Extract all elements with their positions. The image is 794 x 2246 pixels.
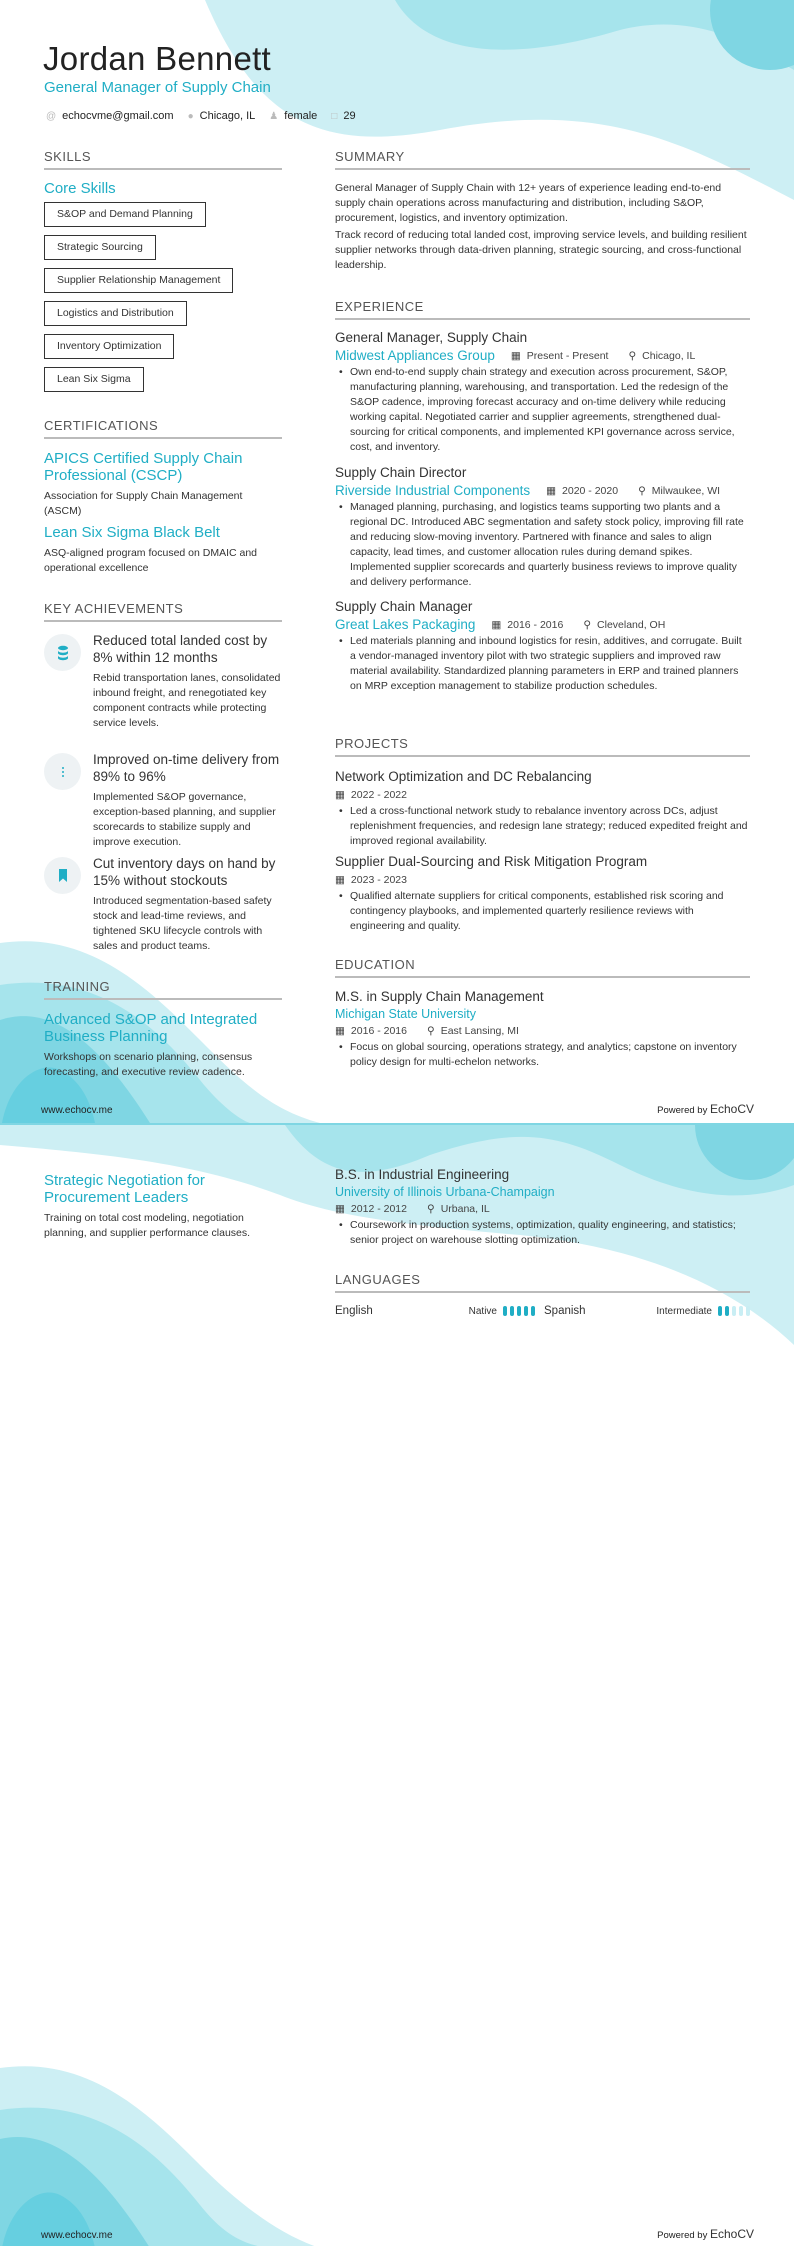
skill-tag: Supplier Relationship Management [44,268,233,293]
training-title: Advanced S&OP and Integrated Business Planning [44,1011,258,1045]
certification-title: Lean Six Sigma Black Belt [44,524,220,541]
candidate-title: General Manager of Supply Chain [44,79,271,96]
proficiency-segment [732,1306,736,1316]
skill-tag: Logistics and Distribution [44,301,187,326]
contact-row [46,110,356,122]
training-heading: TRAINING [44,979,282,1000]
footer-powered [657,2227,754,2241]
calendar-icon: ▦ [546,485,557,497]
user-icon: ♟ [269,110,279,122]
skill-tag: S&OP and Demand Planning [44,202,206,227]
school: University of Illinois Urbana-Champaign [335,1185,555,1199]
contact-gender: female [284,110,318,122]
resume-page-2 [0,1123,794,2246]
location-pin-icon: ⚲ [628,350,637,362]
education-dates: 2016 - 2016 [350,1025,407,1037]
footer-powered [657,1102,754,1116]
languages-row [335,1305,750,1317]
job-bullet: • Led materials planning and inbound logistics for resin, additives, and corrugate. Built a vendor-managed inventory pilot with two strategic suppliers and improved raw material availability. Standardized planning parameters in ERP and trained planners on MRP exception management to stabilize production schedules. [339,634,750,694]
proficiency-segment [510,1306,514,1316]
project-title: Network Optimization and DC Rebalancing [335,769,592,784]
languages-heading: LANGUAGES [335,1272,750,1293]
education-location: East Lansing, MI [440,1025,519,1037]
project-title: Supplier Dual-Sourcing and Risk Mitigation Program [335,854,648,869]
calendar-icon: ▦ [335,789,345,801]
bookmark-icon [44,857,81,894]
education-bullet: • Coursework in production systems, optimization, quality engineering, and statistics; senior project on warehouse slotting optimization. [339,1218,750,1248]
proficiency-segment [725,1306,729,1316]
job-bullet: • Managed planning, purchasing, and logistics teams supporting two plants and a regional DC. Introduced ABC segmentation and safety stock policy, improving fill rate and reducing slow-moving inventory. Partnered with finance and sales to align capacity, lead times, and customer allocation rules during demand spikes. Implemented supplier scorecards and quarterly business reviews to improve quality and delivery performance. [339,500,750,590]
job-company: Riverside Industrial Components [335,483,531,498]
brand-logo: EchoCV [709,1102,754,1116]
skills-heading: SKILLS [44,149,282,170]
degree: B.S. in Industrial Engineering [335,1167,510,1182]
skill-tag: Strategic Sourcing [44,235,156,260]
education-heading: EDUCATION [335,957,750,978]
education-dates: 2012 - 2012 [350,1203,407,1215]
contact-email[interactable]: echocvme@gmail.com [62,110,174,122]
project-item [335,853,750,934]
location-pin-icon: ⚲ [426,1025,435,1037]
job-company: Great Lakes Packaging [335,617,476,632]
language-name: Spanish [544,1305,586,1317]
skill-tag: Inventory Optimization [44,334,174,359]
language-item [335,1305,535,1317]
job-location: Chicago, IL [642,350,696,362]
dots-vertical-icon [44,753,81,790]
wave-background [0,1125,794,2246]
project-dates: 2023 - 2023 [350,874,407,886]
location-pin-icon: ● [187,110,194,122]
calendar-icon: ▦ [335,874,345,886]
school: Michigan State University [335,1007,477,1021]
proficiency-segment [746,1306,750,1316]
certifications-heading: CERTIFICATIONS [44,418,282,439]
job-dates: Present - Present [526,350,609,362]
achievement-desc: Rebid transportation lanes, consolidated inbound freight, and renegotiated key component contracts while protecting service levels. [93,672,281,729]
education-location: Urbana, IL [440,1203,490,1215]
certification-desc: Association for Supply Chain Management (ASCM) [44,490,243,517]
achievement-title: Reduced total landed cost by 8% within 12 months [93,633,268,665]
job-company: Midwest Appliances Group [335,348,495,363]
location-pin-icon: ⚲ [583,619,592,631]
certification-title: APICS Certified Supply Chain Professional (CSCP) [44,450,243,484]
calendar-icon: ▦ [335,1203,345,1215]
job-location: Milwaukee, WI [651,485,721,497]
summary-paragraph: Track record of reducing total landed cost, improving service levels, and building resilient supplier networks through data-driven planning, strategic sourcing, and cross-functional leadership. [335,229,747,271]
achievement-title: Cut inventory days on hand by 15% without stockouts [93,856,276,888]
project-bullet: • Qualified alternate suppliers for critical components, established risk scoring and contingency playbooks, and implemented quarterly resilience reviews with engineering and quality. [339,889,750,934]
education-bullet: • Focus on global sourcing, operations strategy, and analytics; capstone on inventory policy design for multi-echelon networks. [339,1040,750,1070]
job-dates: 2020 - 2020 [562,485,619,497]
experience-item [335,598,750,694]
proficiency-segment [739,1306,743,1316]
proficiency-segment [531,1306,535,1316]
footer-site-link[interactable]: www.echocv.me [41,1105,113,1116]
job-dates: 2016 - 2016 [507,619,564,631]
degree: M.S. in Supply Chain Management [335,989,544,1004]
summary-body [335,181,750,273]
brand-logo: EchoCV [709,2227,754,2241]
proficiency-segment [718,1306,722,1316]
training-desc: Workshops on scenario planning, consensus forecasting, and executive review cadence. [44,1051,253,1078]
powered-by-label: Powered by [657,2230,708,2241]
proficiency-segment [517,1306,521,1316]
project-dates: 2022 - 2022 [350,789,407,801]
skill-tag: Lean Six Sigma [44,367,144,392]
summary-heading: SUMMARY [335,149,750,170]
powered-by-label: Powered by [657,1105,708,1116]
job-role: General Manager, Supply Chain [335,330,528,345]
job-location: Cleveland, OH [597,619,666,631]
achievement-desc: Introduced segmentation-based safety stock and lead-time reviews, and tightened SKU lifecycle controls with sales and product teams. [93,895,272,952]
job-bullet: • Own end-to-end supply chain strategy and execution across procurement, S&OP, manufacturing planning, warehousing, and transportation. Led the redesign of the S&OP cadence, improving forecast accuracy and on-time delivery while reducing working capital. Negotiated carrier and supplier agreements, strengthened dual-sourcing for critical components, and implemented KPI governance across service, cost, and inventory. [339,365,750,455]
language-proficiency-bar [503,1306,535,1316]
experience-heading: EXPERIENCE [335,299,750,320]
achievements-heading: KEY ACHIEVEMENTS [44,601,282,622]
certification-desc: ASQ-aligned program focused on DMAIC and operational excellence [44,547,258,574]
job-role: Supply Chain Manager [335,599,473,614]
language-proficiency-bar [718,1306,750,1316]
footer-site-link[interactable]: www.echocv.me [41,2230,113,2241]
education-item [335,988,750,1070]
calendar-icon: ▦ [335,1025,345,1037]
training-desc: Training on total cost modeling, negotiation planning, and supplier performance clauses. [44,1212,251,1239]
calendar-icon: ▦ [510,350,521,362]
calendar-icon: □ [331,110,338,122]
experience-item [335,329,750,455]
achievement-desc: Implemented S&OP governance, exception-based planning, and supplier scorecards to stabilize supply and improve execution. [93,791,276,848]
project-bullet: • Led a cross-functional network study to rebalance inventory across DCs, adjust replenishment frequencies, and redesign lane strategy; reduced expedited freight and improved regional availability. [339,804,750,849]
projects-heading: PROJECTS [335,736,750,757]
experience-item [335,464,750,590]
language-name: English [335,1305,373,1317]
language-level: Native [468,1305,497,1317]
language-item [544,1305,750,1317]
contact-location: Chicago, IL [199,110,256,122]
candidate-name: Jordan Bennett [43,40,272,77]
contact-age: 29 [343,110,356,122]
proficiency-segment [503,1306,507,1316]
calendar-icon: ▦ [491,619,502,631]
email-icon: @ [46,110,57,122]
education-item [335,1166,750,1248]
summary-paragraph: General Manager of Supply Chain with 12+ years of experience leading end-to-end supply chain operations across manufacturing and distribution, including S&OP, procurement, logistics, and inventory optimization. [335,182,722,224]
training-title: Strategic Negotiation for Procurement Leaders [44,1172,205,1206]
achievement-title: Improved on-time delivery from 89% to 96% [93,752,280,784]
project-item [335,768,750,849]
language-level: Intermediate [656,1305,712,1317]
location-pin-icon: ⚲ [638,485,646,497]
database-icon [44,634,81,671]
proficiency-segment [524,1306,528,1316]
skills-group-title: Core Skills [44,180,116,197]
job-role: Supply Chain Director [335,465,467,480]
location-pin-icon: ⚲ [426,1203,435,1215]
